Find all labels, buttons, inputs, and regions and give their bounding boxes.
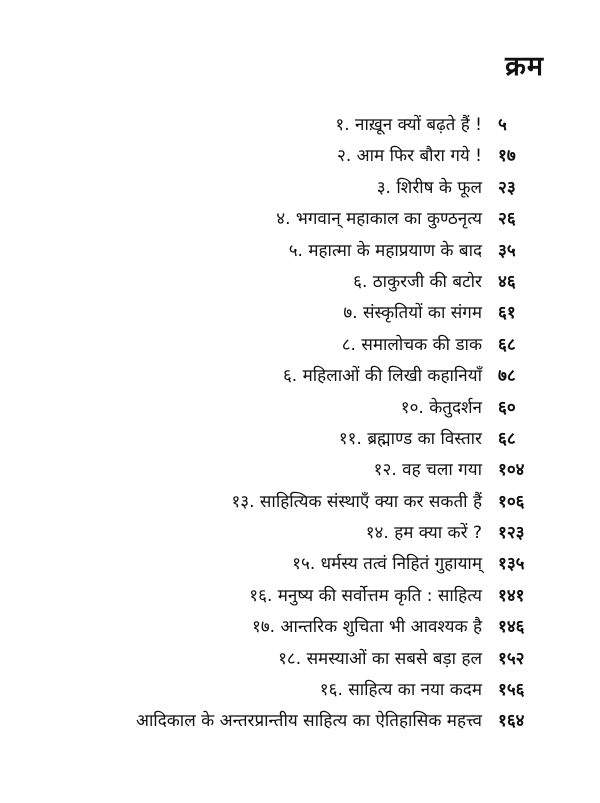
toc-entry: [0, 110, 600, 141]
toc-entry: [0, 675, 600, 706]
toc-entry-page: ६८: [498, 428, 516, 449]
toc-entry: [0, 204, 600, 235]
toc-entry-page: १०४: [498, 460, 525, 481]
toc-entry: [0, 706, 600, 737]
toc-entry-title: १६. मनुष्य की सर्वोत्तम कृति : साहित्य: [249, 585, 482, 606]
toc-entry-title: १०. केतुदर्शन: [400, 397, 482, 418]
toc-entry-page: १२३: [498, 523, 525, 544]
toc-entry-title: ३. शिरीष के फूल: [376, 177, 482, 198]
table-of-contents: [0, 110, 600, 738]
toc-entry-title: १८. समस्याओं का सबसे बड़ा हल: [278, 648, 482, 669]
toc-entry-page: ६१: [498, 303, 516, 324]
toc-entry: [0, 612, 600, 643]
toc-entry-page: १४६: [498, 617, 525, 638]
toc-entry-page: १०६: [498, 491, 525, 512]
toc-entry: [0, 518, 600, 549]
contents-heading: क्रम: [505, 51, 544, 82]
toc-entry-title: १५. धर्मस्य तत्वं निहितं गुहायाम्: [292, 554, 482, 575]
toc-entry-page: १५६: [498, 680, 525, 701]
toc-entry: [0, 549, 600, 580]
toc-entry-page: ७८: [498, 366, 516, 387]
toc-entry: [0, 424, 600, 455]
toc-entry: [0, 236, 600, 267]
toc-entry-page: ३५: [498, 240, 516, 261]
toc-entry-page: ६८: [498, 334, 516, 355]
toc-entry-title: १४. हम क्या करें ?: [365, 523, 482, 544]
toc-entry: [0, 298, 600, 329]
toc-entry-title: २. आम फिर बौरा गये !: [337, 146, 482, 167]
toc-entry: [0, 361, 600, 392]
toc-entry-title: १३. साहित्यिक संस्थाएँ क्या कर सकती हैं: [231, 491, 482, 512]
toc-entry-page: ५: [498, 115, 507, 135]
toc-entry-page: १७: [498, 146, 516, 167]
toc-entry-title: १६. साहित्य का नया कदम: [319, 680, 482, 701]
toc-entry: [0, 141, 600, 172]
toc-entry-title: ६. ठाकुरजी की बटोर: [353, 271, 482, 292]
toc-entry-title: १. नाख़ून क्यों बढ़ते हैं !: [335, 115, 482, 135]
toc-entry-page: १३५: [498, 554, 525, 575]
toc-entry-title: ७. संस्कृतियों का संगम: [343, 303, 482, 324]
toc-entry: [0, 455, 600, 486]
toc-entry-page: ६०: [498, 397, 516, 418]
toc-entry: [0, 173, 600, 204]
toc-entry-page: १६४: [498, 711, 525, 732]
toc-entry: [0, 581, 600, 612]
toc-entry: [0, 393, 600, 424]
toc-entry-title: १७. आन्तरिक शुचिता भी आवश्यक है: [251, 617, 482, 638]
toc-entry-title: आदिकाल के अन्तरप्रान्तीय साहित्य का ऐतिहासिक महत्त्व: [135, 711, 482, 732]
toc-entry-page: १५२: [498, 648, 525, 669]
toc-entry-title: ११. ब्रह्माण्ड का विस्तार: [338, 428, 482, 449]
toc-entry: [0, 644, 600, 675]
toc-entry-page: २६: [498, 209, 516, 230]
toc-entry-title: ८. समालोचक की डाक: [341, 334, 482, 355]
toc-entry: [0, 487, 600, 518]
toc-entry: [0, 267, 600, 298]
toc-entry-page: १४१: [498, 585, 525, 606]
toc-entry-page: ४६: [498, 271, 516, 292]
toc-entry-title: ४. भगवान् महाकाल का कुण्ठनृत्य: [276, 209, 482, 230]
toc-entry-title: ६. महिलाओं की लिखी कहानियाँ: [282, 366, 482, 387]
toc-entry: [0, 330, 600, 361]
toc-entry-title: १२. वह चला गया: [373, 460, 482, 481]
toc-entry-page: २३: [498, 177, 516, 198]
toc-entry-title: ५. महात्मा के महाप्रयाण के बाद: [288, 240, 482, 261]
